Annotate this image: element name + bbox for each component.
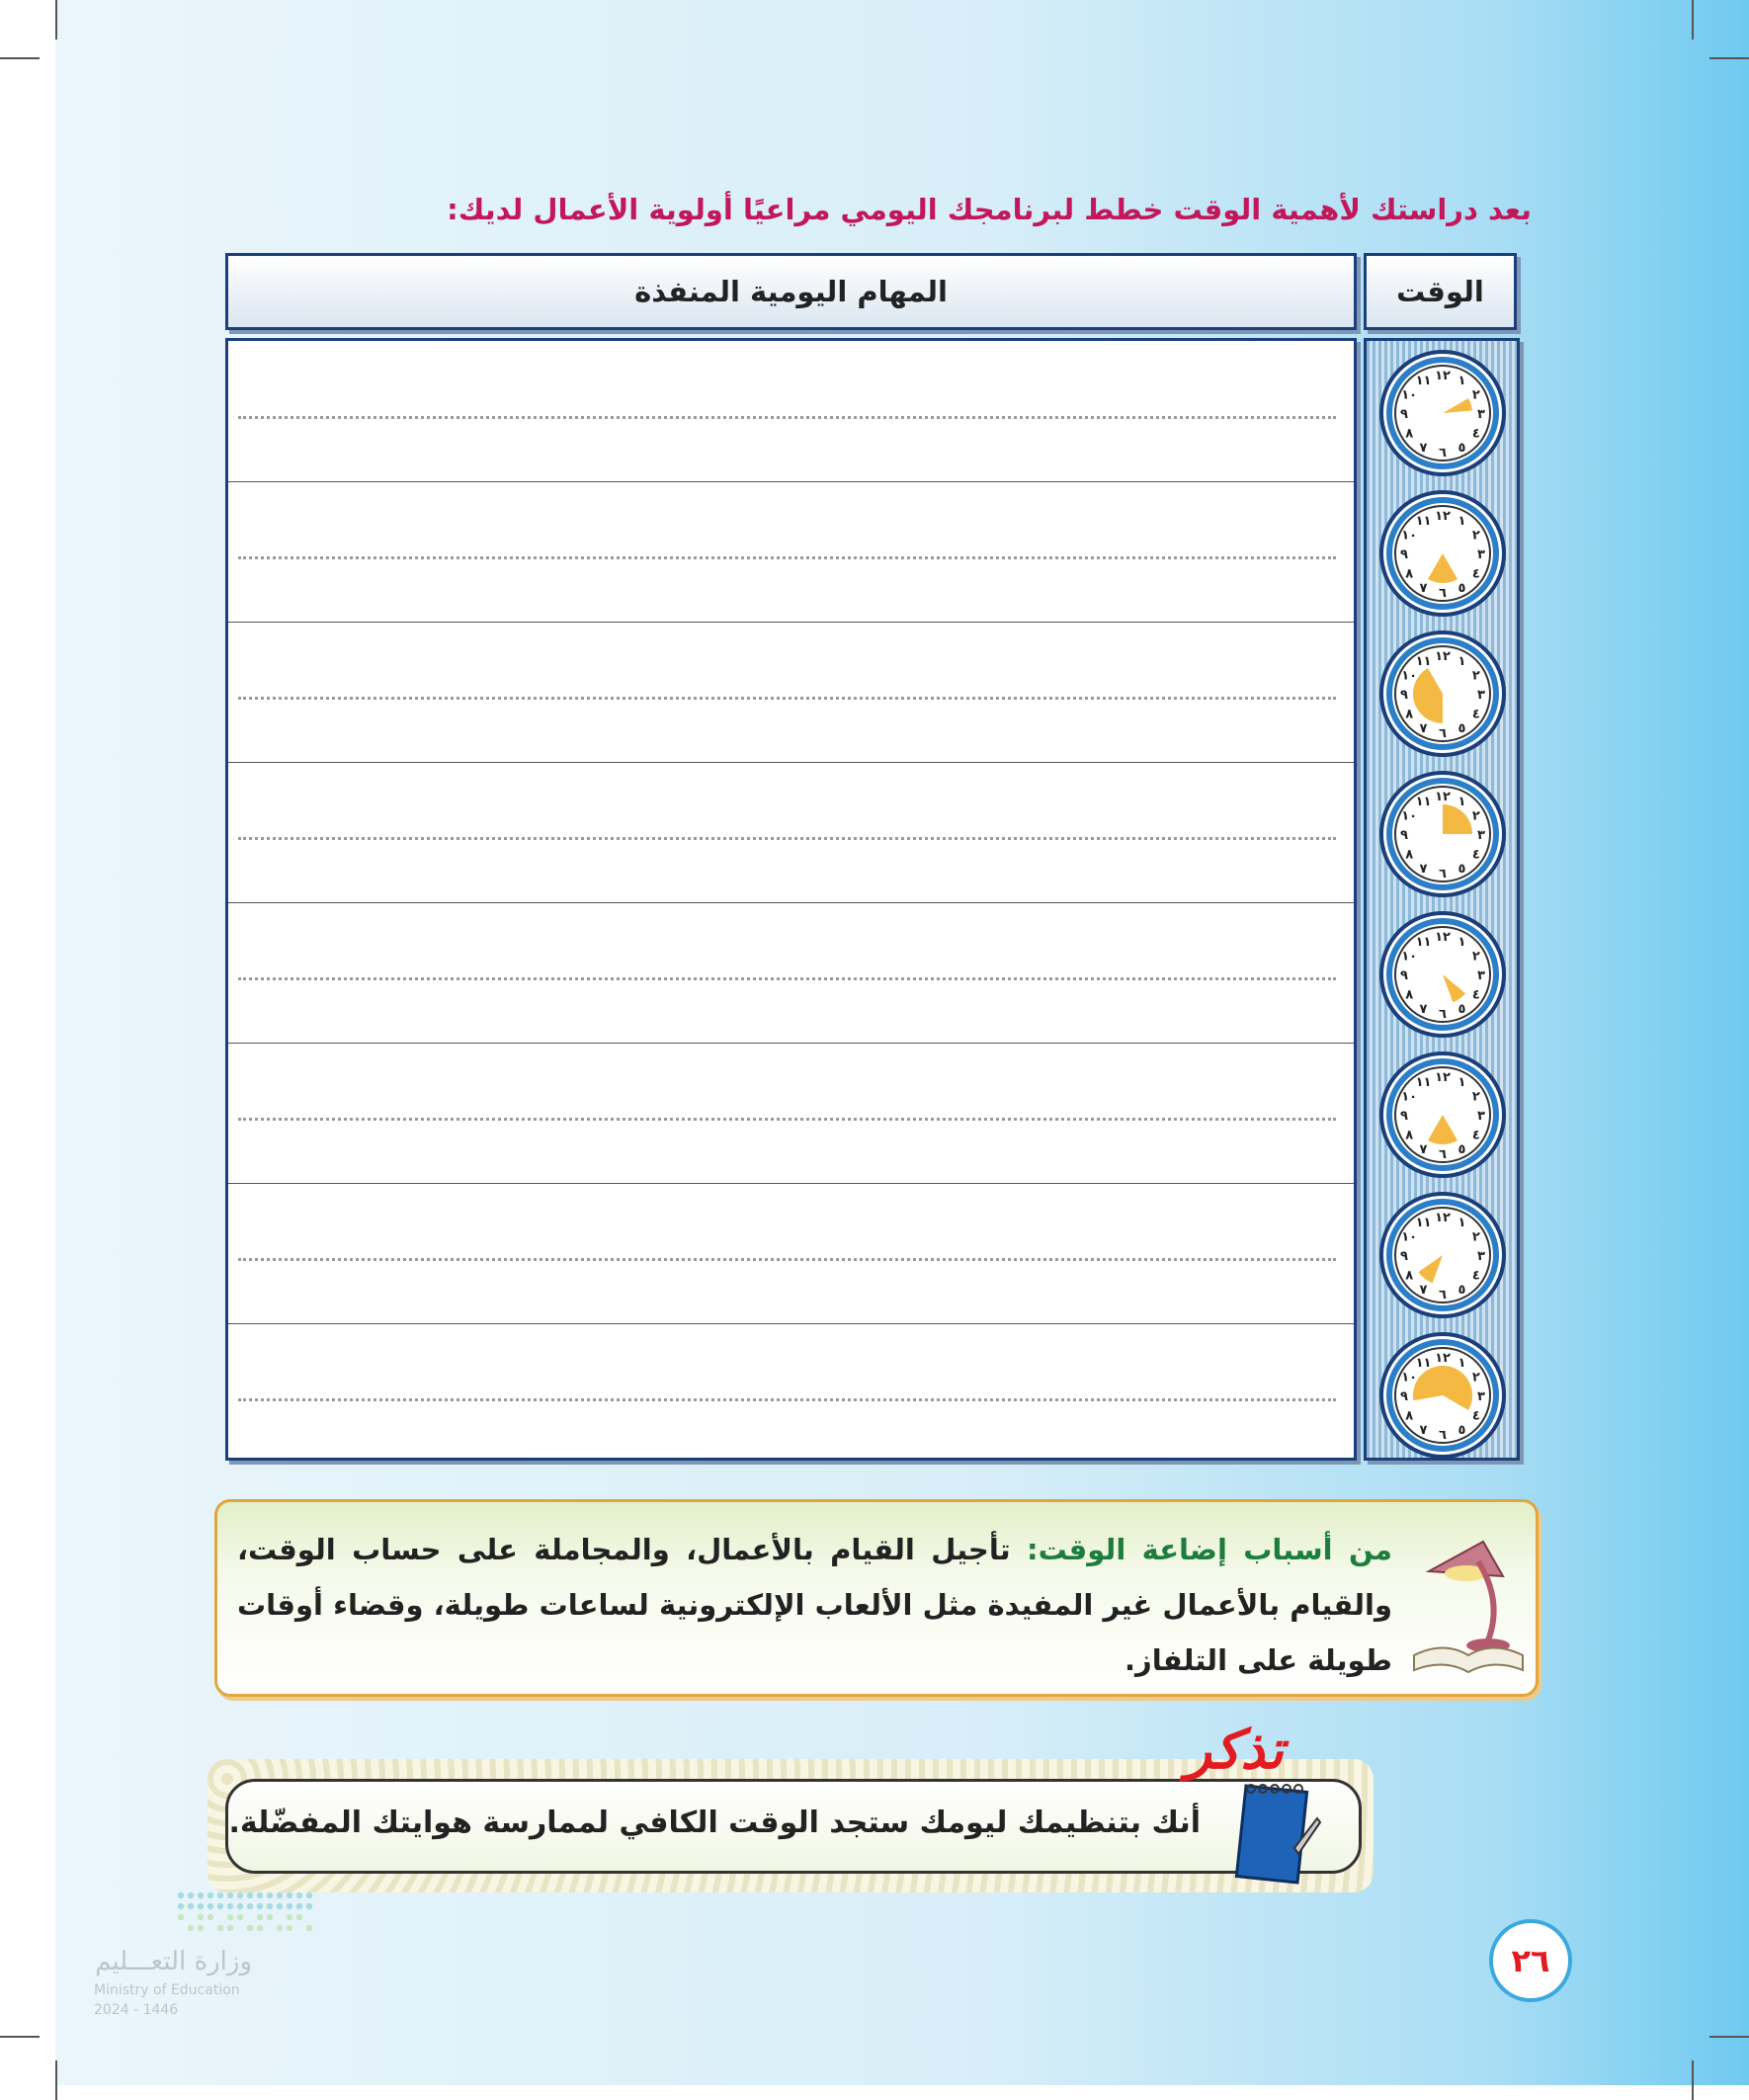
clock-numeral: ٣	[1477, 407, 1485, 422]
table-header-tasks: المهام اليومية المنفذة	[225, 253, 1357, 330]
clock-numeral: ٩	[1400, 968, 1408, 983]
clock-numeral: ٢	[1471, 949, 1480, 965]
clock-numeral: ١٢	[1435, 509, 1451, 524]
notebook-icon	[1233, 1779, 1322, 1890]
clock-numeral: ١١	[1415, 795, 1432, 810]
clock-numeral: ١١	[1415, 1075, 1432, 1091]
clock-numeral: ١٠	[1401, 949, 1418, 965]
clock-numeral: ٦	[1439, 446, 1447, 461]
clock-numeral: ٩	[1400, 1109, 1408, 1124]
clock-numeral: ٨	[1405, 1268, 1414, 1284]
task-row[interactable]	[228, 1043, 1354, 1184]
writing-line[interactable]	[238, 416, 1336, 419]
clock-numeral: ١١	[1415, 654, 1432, 670]
clock-numeral: ٨	[1405, 1408, 1414, 1424]
clock-numeral: ٦	[1439, 1288, 1447, 1302]
clock-numeral: ١٠	[1401, 808, 1418, 824]
remember-title: تذكر	[1186, 1718, 1284, 1781]
clock-numeral: ٦	[1439, 867, 1447, 882]
clock-numeral: ٨	[1405, 847, 1414, 863]
writing-line[interactable]	[238, 837, 1336, 840]
clock-numeral: ٤	[1471, 707, 1480, 722]
clock-numeral: ١١	[1415, 1216, 1432, 1231]
clock-numeral: ١١	[1415, 374, 1432, 389]
task-row[interactable]	[228, 622, 1354, 763]
crop-mark	[0, 57, 40, 59]
clock-numeral: ٩	[1400, 1389, 1408, 1404]
clock-numeral: ٣	[1477, 547, 1485, 562]
task-row[interactable]	[228, 341, 1354, 482]
task-row[interactable]	[228, 902, 1354, 1044]
time-waste-note	[214, 1499, 1539, 1697]
crop-mark	[0, 2036, 40, 2038]
tasks-column	[225, 338, 1357, 1461]
clock-numeral: ١٢	[1435, 649, 1451, 664]
clock-numeral: ٣	[1477, 1249, 1485, 1264]
writing-line[interactable]	[238, 977, 1336, 980]
remember-box	[225, 1779, 1362, 1874]
crop-mark	[1692, 2060, 1694, 2100]
clock-numeral: ٥	[1458, 720, 1466, 736]
clock-numeral: ٨	[1405, 426, 1414, 442]
clock-icon	[1378, 1050, 1507, 1179]
remember-text: أنك بتنظيمك ليومك ستجد الوقت الكافي لممارسة هوايتك المفضّلة.	[228, 1806, 1201, 1840]
clock-numeral: ٨	[1405, 987, 1414, 1003]
clock-numeral: ١	[1458, 654, 1466, 670]
clock-numeral: ١٢	[1435, 930, 1451, 945]
crop-mark	[1692, 0, 1694, 40]
clock-numeral: ٤	[1471, 566, 1480, 582]
clock-numeral: ٢	[1471, 528, 1480, 544]
clock-numeral: ١٠	[1401, 1229, 1418, 1245]
note-paragraph	[237, 1522, 1392, 1688]
clock-numeral: ١٠	[1401, 387, 1418, 403]
clock-numeral: ١٠	[1401, 668, 1418, 684]
clock-numeral: ٥	[1458, 1422, 1466, 1438]
clock-numeral: ٧	[1419, 1282, 1428, 1298]
clock-numeral: ٥	[1458, 440, 1466, 456]
clock-icon	[1378, 1191, 1507, 1319]
clock-numeral: ٤	[1471, 987, 1480, 1003]
clock-numeral: ٢	[1471, 1229, 1480, 1245]
clock-numeral: ٦	[1439, 586, 1447, 601]
clock-numeral: ٩	[1400, 688, 1408, 703]
clock-numeral: ٧	[1419, 1422, 1428, 1438]
clock-numeral: ١٢	[1435, 1070, 1451, 1085]
clock-numeral: ٦	[1439, 726, 1447, 741]
clock-numeral: ١	[1458, 514, 1466, 530]
clock-numeral: ٤	[1471, 847, 1480, 863]
clock-numeral: ١	[1458, 1075, 1466, 1091]
clock-numeral: ٣	[1477, 968, 1485, 983]
clock-numeral: ١١	[1415, 514, 1432, 530]
page-number: ٢٦	[1489, 1919, 1572, 2002]
clock-numeral: ٣	[1477, 828, 1485, 843]
clock-numeral: ٣	[1477, 688, 1485, 703]
clock-numeral: ٦	[1439, 1007, 1447, 1022]
clock-numeral: ٨	[1405, 566, 1414, 582]
clock-numeral: ١	[1458, 374, 1466, 389]
clock-numeral: ٩	[1400, 1249, 1408, 1264]
clock-numeral: ٧	[1419, 580, 1428, 596]
clock-numeral: ١	[1458, 1216, 1466, 1231]
clock-icon	[1378, 770, 1507, 898]
clock-numeral: ١	[1458, 795, 1466, 810]
task-row[interactable]	[228, 1183, 1354, 1324]
clock-numeral: ٥	[1458, 1001, 1466, 1017]
clock-numeral: ٤	[1471, 1408, 1480, 1424]
clock-numeral: ١٢	[1435, 790, 1451, 804]
clock-numeral: ١٢	[1435, 369, 1451, 383]
clock-numeral: ٢	[1471, 387, 1480, 403]
clock-numeral: ٧	[1419, 440, 1428, 456]
clock-numeral: ١١	[1415, 935, 1432, 951]
instruction-text: بعد دراستك لأهمية الوقت خطط لبرنامجك اليومي مراعيًا أولوية الأعمال لديك:	[447, 193, 1532, 226]
clock-numeral: ١٢	[1435, 1351, 1451, 1366]
note-body: تأجيل القيام بالأعمال، والمجاملة على حساب الوقت، والقيام بالأعمال غير المفيدة مثل الألعاب الإلكترونية لساعات طويلة، وقضاء أوقات طويلة على التلفاز.	[237, 1533, 1392, 1677]
ministry-logo	[94, 1888, 331, 2036]
clock-icon	[1378, 1331, 1507, 1460]
clock-numeral: ٦	[1439, 1428, 1447, 1443]
clock-numeral: ٢	[1471, 808, 1480, 824]
clock-numeral: ٩	[1400, 407, 1408, 422]
clock-numeral: ١٠	[1401, 528, 1418, 544]
task-row[interactable]	[228, 481, 1354, 623]
crop-mark	[1709, 2036, 1749, 2038]
clock-icon	[1378, 349, 1507, 477]
crop-mark	[55, 0, 57, 40]
clock-numeral: ٨	[1405, 707, 1414, 722]
clock-numeral: ٨	[1405, 1128, 1414, 1143]
note-label: من أسباب إضاعة الوقت:	[1026, 1533, 1392, 1566]
table-header-time: الوقت	[1364, 253, 1517, 330]
task-row[interactable]	[228, 1323, 1354, 1464]
clock-numeral: ٣	[1477, 1389, 1485, 1404]
clock-numeral: ٥	[1458, 580, 1466, 596]
clock-numeral: ٥	[1458, 861, 1466, 877]
logo-english: Ministry of Education	[94, 1982, 240, 1998]
clock-numeral: ٧	[1419, 720, 1428, 736]
logo-year: 2024 - 1446	[94, 2002, 179, 2018]
writing-line[interactable]	[238, 1258, 1336, 1261]
logo-dots-icon	[173, 1888, 321, 1939]
clock-numeral: ٤	[1471, 1268, 1480, 1284]
clock-numeral: ١	[1458, 935, 1466, 951]
crop-mark	[1709, 57, 1749, 59]
writing-line[interactable]	[238, 697, 1336, 700]
clock-numeral: ٩	[1400, 828, 1408, 843]
clock-numeral: ٩	[1400, 547, 1408, 562]
time-column	[1364, 338, 1520, 1461]
clock-numeral: ٢	[1471, 668, 1480, 684]
writing-line[interactable]	[238, 556, 1336, 559]
writing-line[interactable]	[238, 1118, 1336, 1121]
crop-mark	[55, 2060, 57, 2100]
writing-line[interactable]	[238, 1398, 1336, 1401]
clock-numeral: ٧	[1419, 861, 1428, 877]
clock-numeral: ٥	[1458, 1141, 1466, 1157]
clock-numeral: ٦	[1439, 1147, 1447, 1162]
clock-icon	[1378, 489, 1507, 618]
clock-numeral: ٢	[1471, 1370, 1480, 1386]
clock-numeral: ١٢	[1435, 1211, 1451, 1225]
clock-icon	[1378, 910, 1507, 1039]
clock-numeral: ٤	[1471, 1128, 1480, 1143]
clock-numeral: ١٠	[1401, 1089, 1418, 1105]
desk-lamp-icon	[1409, 1532, 1528, 1680]
clock-numeral: ١	[1458, 1356, 1466, 1372]
clock-numeral: ٥	[1458, 1282, 1466, 1298]
clock-numeral: ٤	[1471, 426, 1480, 442]
logo-arabic: وزارة التعـــليم	[95, 1947, 252, 1976]
task-row[interactable]	[228, 762, 1354, 903]
clock-numeral: ٣	[1477, 1109, 1485, 1124]
clock-numeral: ١٠	[1401, 1370, 1418, 1386]
clock-numeral: ١١	[1415, 1356, 1432, 1372]
clock-numeral: ٧	[1419, 1001, 1428, 1017]
clock-numeral: ٧	[1419, 1141, 1428, 1157]
clock-icon	[1378, 630, 1507, 758]
clock-numeral: ٢	[1471, 1089, 1480, 1105]
